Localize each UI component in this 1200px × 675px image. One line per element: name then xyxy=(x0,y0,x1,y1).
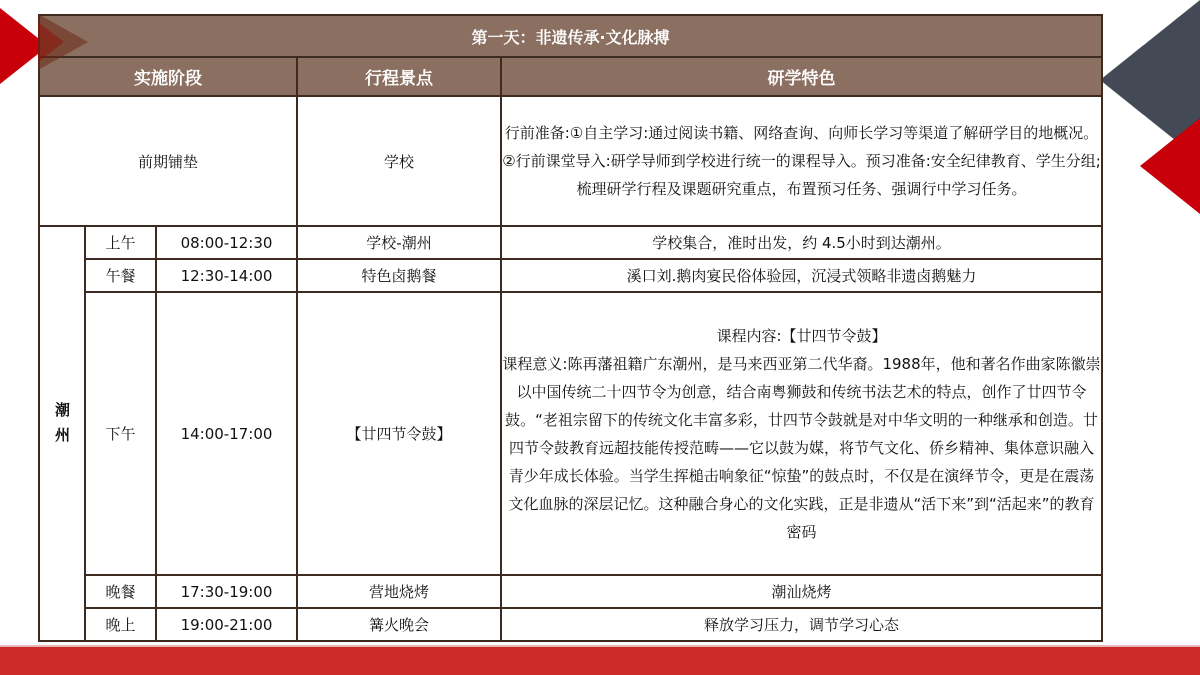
venue: 特色卤鹅餐 xyxy=(297,259,501,292)
header-stage: 实施阶段 xyxy=(39,57,297,96)
period: 晚餐 xyxy=(85,575,156,608)
time: 12:30-14:00 xyxy=(156,259,297,292)
dark-red-triangle-decoration xyxy=(38,22,64,62)
time: 19:00-21:00 xyxy=(156,608,297,641)
table-row xyxy=(39,259,1102,292)
table-row xyxy=(39,292,1102,575)
venue: 【廿四节令鼓】 xyxy=(297,292,501,575)
time: 17:30-19:00 xyxy=(156,575,297,608)
table-header-row xyxy=(39,57,1102,96)
city-label: 潮州 xyxy=(39,226,85,641)
features-title: 课程内容:【廿四节令鼓】 xyxy=(716,326,887,345)
table-row xyxy=(39,608,1102,641)
time: 14:00-17:00 xyxy=(156,292,297,575)
features: 潮汕烧烤 xyxy=(501,575,1102,608)
table-row-prep xyxy=(39,96,1102,226)
table-title-row xyxy=(39,15,1102,57)
features-body: 课程意义:陈再藩祖籍广东潮州，是马来西亚第二代华裔。1988年，他和著名作曲家陈徽崇以中国传统二十四节令为创意，结合南粤狮鼓和传统书法艺术的特点，创作了廿四节令鼓。“老祖宗留下的传统文化丰富多彩，廿四节令鼓就是对中华文明的一种继承和创造。廿四节令鼓教育远超技能传授范畴——它以鼓为媒，将节气文化、侨乡精神、集体意识融入青少年成长体验。当学生挥槌击响象征“惊蛰”的鼓点时，不仅是在演绎节令，更是在震荡文化血脉的深层记忆。这种融合身心的文化实践，正是非遗从“活下来”到“活起来”的教育密码 xyxy=(502,354,1101,541)
header-features: 研学特色 xyxy=(501,57,1102,96)
table-row xyxy=(39,226,1102,259)
period: 晚上 xyxy=(85,608,156,641)
time: 08:00-12:30 xyxy=(156,226,297,259)
period: 午餐 xyxy=(85,259,156,292)
venue: 学校-潮州 xyxy=(297,226,501,259)
header-venue: 行程景点 xyxy=(297,57,501,96)
prep-features: 行前准备:①自主学习:通过阅读书籍、网络查询、向师长学习等渠道了解研学目的地概况。②行前课堂导入:研学导师到学校进行统一的课程导入。预习准备:安全纪律教育、学生分组;梳理研学行程及课题研究重点，布置预习任务、强调行中学习任务。 xyxy=(501,96,1102,226)
features: 释放学习压力，调节学习心态 xyxy=(501,608,1102,641)
prep-stage: 前期铺垫 xyxy=(39,96,297,226)
bottom-red-band xyxy=(0,647,1200,675)
itinerary-table xyxy=(38,14,1103,642)
features: 溪口刘.鹅肉宴民俗体验园，沉浸式领略非遗卤鹅魅力 xyxy=(501,259,1102,292)
features: 学校集合，准时出发，约 4.5小时到达潮州。 xyxy=(501,226,1102,259)
table-row xyxy=(39,575,1102,608)
period: 下午 xyxy=(85,292,156,575)
venue: 营地烧烤 xyxy=(297,575,501,608)
red-triangle-decoration-right xyxy=(1140,118,1200,214)
period: 上午 xyxy=(85,226,156,259)
venue: 篝火晚会 xyxy=(297,608,501,641)
features-cell xyxy=(501,292,1102,575)
table-title: 第一天：非遗传承·文化脉搏 xyxy=(39,15,1102,57)
prep-venue: 学校 xyxy=(297,96,501,226)
